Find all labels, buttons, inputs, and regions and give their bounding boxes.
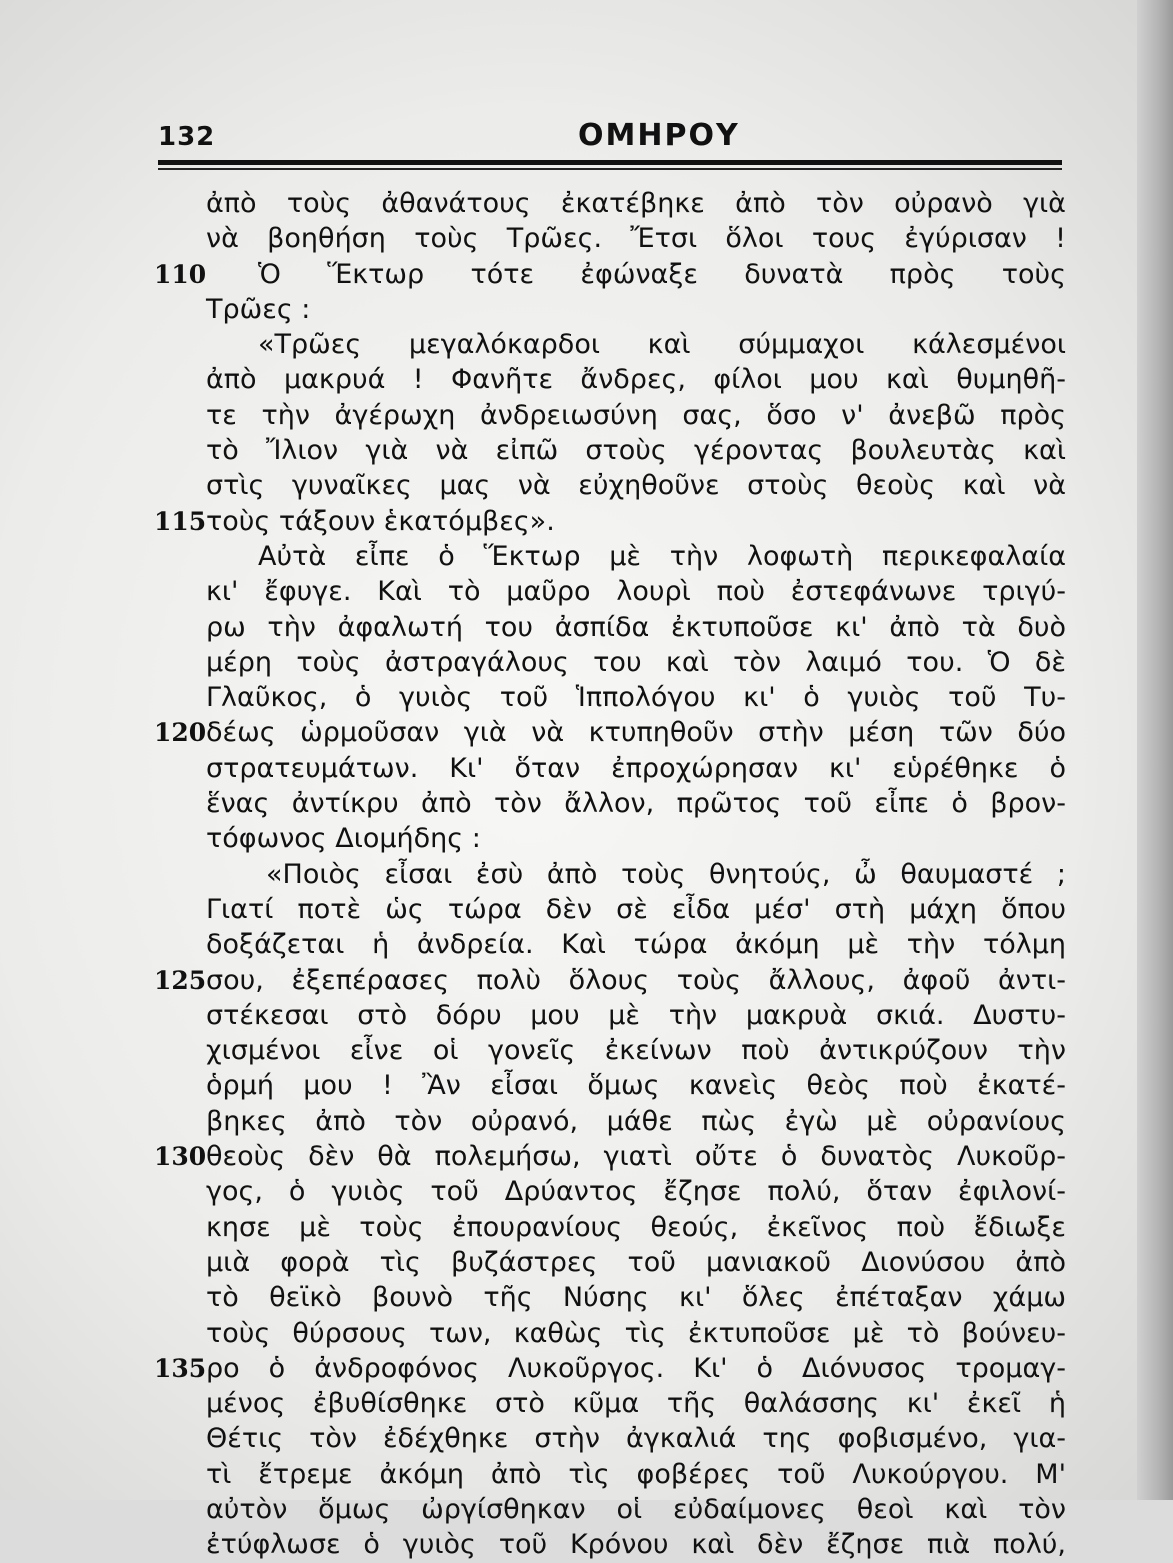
line-text: τὶ ἔτρεμε ἀκόμη ἀπὸ τὶς φοβέρες τοῦ Λυκούργου. Μ' (206, 1458, 1066, 1490)
header-rule (158, 160, 1062, 165)
text-line (206, 892, 1066, 927)
line-text: τοὺς θύρσους των, καθὼς τὶς ἐκτυποῦσε μὲ τὸ βούνευ- (206, 1317, 1066, 1349)
text-line (206, 468, 1066, 503)
text-line (206, 927, 1066, 962)
text-line (206, 327, 1066, 362)
line-text: Αὐτὰ εἶπε ὁ Ἕκτωρ μὲ τὴν λοφωτὴ περικεφαλαία (258, 540, 1066, 572)
line-text: ρω τὴν ἀφαλωτή του ἀσπίδα ἐκτυποῦσε κι' ἀπὸ τὰ δυὸ (206, 611, 1066, 643)
text-line (206, 292, 1066, 327)
line-text: «Τρῶες μεγαλόκαρδοι καὶ σύμμαχοι κάλεσμένοι (258, 329, 1066, 361)
line-text: τόφωνος Διομήδης : (206, 823, 481, 855)
line-text: τε τὴν ἀγέρωχη ἀνδρειωσύνη σας, ὅσο ν' ἀνεβῶ πρὸς (206, 399, 1066, 431)
text-line (206, 998, 1066, 1033)
text-line (206, 610, 1066, 645)
line-number: 120 (154, 718, 207, 748)
line-text: μέρη τοὺς ἀστραγάλους του καὶ τὸν λαιμό του. Ὁ δὲ (206, 646, 1066, 678)
line-text: Τρῶες : (206, 293, 311, 325)
text-line (206, 1245, 1066, 1280)
text-line (206, 539, 1066, 574)
body-text (154, 186, 1066, 1563)
line-text: μιὰ φορὰ τὶς βυζάστρες τοῦ μανιακοῦ Διονύσου ἀπὸ (206, 1246, 1066, 1278)
text-line (206, 1527, 1066, 1562)
line-text: δέως ὡρμοῦσαν γιὰ νὰ κτυπηθοῦν στὴν μέση τῶν δύο (206, 717, 1066, 749)
line-text: Ὁ Ἕκτωρ τότε ἐφώναξε δυνατὰ πρὸς τοὺς (258, 258, 1066, 290)
line-number: 125 (154, 965, 207, 995)
line-text: ὁρμή μου ! Ἂν εἶσαι ὅμως κανεὶς θεὸς ποὺ ἐκατέ- (206, 1070, 1066, 1102)
line-number: 135 (154, 1353, 207, 1383)
line-number: 110 (154, 259, 207, 289)
line-text: στρατευμάτων. Κι' ὅταν ἐπροχώρησαν κι' εὑρέθηκε ὁ (206, 752, 1066, 784)
text-line (206, 1033, 1066, 1068)
text-line (206, 857, 1066, 892)
text-line (206, 1386, 1066, 1421)
text-line (206, 645, 1066, 680)
text-line (154, 1351, 1066, 1386)
line-text: στέκεσαι στὸ δόρυ μου μὲ τὴν μακρυὰ σκιά. Δυστυ- (206, 999, 1066, 1031)
text-line (206, 221, 1066, 256)
line-text: σου, ἐξεπέρασες πολὺ ὅλους τοὺς ἄλλους, ἀφοῦ ἀντι- (206, 964, 1066, 996)
line-text: ρο ὁ ἀνδροφόνος Λυκοῦργος. Κι' ὁ Διόνυσος τρομαγ- (206, 1352, 1066, 1384)
text-line (154, 504, 1066, 539)
page-header (158, 118, 1066, 162)
line-text: κι' ἔφυγε. Καὶ τὸ μαῦρο λουρὶ ποὺ ἐστεφάνωνε τριγύ- (206, 576, 1066, 608)
text-line (206, 1280, 1066, 1315)
line-text: ἐτύφλωσε ὁ γυιὸς τοῦ Κρόνου καὶ δὲν ἔζησε πιὰ πολύ, (206, 1529, 1066, 1561)
line-text: βηκες ἀπὸ τὸν οὐρανό, μάθε πὼς ἐγὼ μὲ οὐρανίους (206, 1105, 1066, 1137)
line-text: Γλαῦκος, ὁ γυιὸς τοῦ Ἱππολόγου κι' ὁ γυιὸς τοῦ Τυ- (206, 682, 1066, 714)
line-text: αὐτὸν ὅμως ὠργίσθηκαν οἱ εὐδαίμονες θεοὶ καὶ τὸν (206, 1493, 1066, 1525)
text-line (206, 1174, 1066, 1209)
text-line (154, 715, 1066, 750)
line-number: 130 (154, 1142, 207, 1172)
header-rule-thin (158, 168, 1062, 170)
text-line (206, 1210, 1066, 1245)
line-text: τὸ θεϊκὸ βουνὸ τῆς Νύσης κι' ὅλες ἐπέταξαν χάμω (206, 1282, 1066, 1314)
text-line (206, 680, 1066, 715)
line-text: δοξάζεται ἡ ἀνδρεία. Καὶ τώρα ἀκόμη μὲ τὴν τόλμη (206, 929, 1066, 961)
text-line (206, 1492, 1066, 1527)
text-line (154, 1139, 1066, 1174)
text-line (154, 963, 1066, 998)
text-line (206, 1068, 1066, 1103)
line-text: θεοὺς δὲν θὰ πολεμήσω, γιατὶ οὔτε ὁ δυνατὸς Λυκοῦρ- (206, 1141, 1066, 1173)
text-line (206, 1457, 1066, 1492)
text-line (206, 574, 1066, 609)
text-line (206, 1104, 1066, 1139)
text-line (154, 257, 1066, 292)
text-line (206, 821, 1066, 856)
text-line (206, 751, 1066, 786)
line-text: Θέτις τὸν ἐδέχθηκε στὴν ἀγκαλιά της φοβισμένο, για- (206, 1423, 1066, 1455)
line-text: Γιατί ποτὲ ὡς τώρα δὲν σὲ εἶδα μέσ' στὴ μάχη ὅπου (206, 893, 1066, 925)
line-text: νὰ βοηθήση τοὺς Τρῶες. Ἔτσι ὅλοι τους ἐγύρισαν ! (206, 223, 1066, 255)
line-text: στὶς γυναῖκες μας νὰ εὐχηθοῦνε στοὺς θεοὺς καὶ νὰ (206, 470, 1066, 502)
text-line (206, 186, 1066, 221)
book-spine-shadow (1137, 0, 1173, 1500)
text-line (206, 362, 1066, 397)
text-line (206, 1316, 1066, 1351)
text-line (206, 1421, 1066, 1456)
text-line (206, 433, 1066, 468)
line-text: γος, ὁ γυιὸς τοῦ Δρύαντος ἔζησε πολύ, ὅταν ἐφιλονί- (206, 1176, 1066, 1208)
line-text: «Ποιὸς εἶσαι ἐσὺ ἀπὸ τοὺς θνητούς, ὦ θαυμαστέ ; (266, 858, 1066, 890)
line-text: χισμένοι εἶνε οἱ γονεῖς ἐκείνων ποὺ ἀντικρύζουν τὴν (206, 1035, 1066, 1067)
line-text: κησε μὲ τοὺς ἐπουρανίους θεούς, ἐκεῖνος ποὺ ἔδιωξε (206, 1211, 1066, 1243)
line-text: ἀπὸ μακρυά ! Φανῆτε ἄνδρες, φίλοι μου καὶ θυμηθῆ- (206, 364, 1066, 396)
line-text: ἀπὸ τοὺς ἀθανάτους ἐκατέβηκε ἀπὸ τὸν οὐρανὸ γιὰ (206, 188, 1066, 219)
line-text: τὸ Ἴλιον γιὰ νὰ εἰπῶ στοὺς γέροντας βουλευτὰς καὶ (206, 435, 1066, 467)
line-text: τοὺς τάξουν ἑκατόμβες». (206, 505, 555, 537)
text-line (206, 786, 1066, 821)
line-number: 115 (154, 506, 207, 536)
page-number: 132 (158, 122, 216, 152)
text-line (206, 398, 1066, 433)
line-text: μένος ἐβυθίσθηκε στὸ κῦμα τῆς θαλάσσης κι' ἐκεῖ ἡ (206, 1388, 1066, 1420)
line-text: ἕνας ἀντίκρυ ἀπὸ τὸν ἄλλον, πρῶτος τοῦ εἶπε ὁ βρον- (206, 788, 1066, 820)
running-title: ΟΜΗΡΟΥ (578, 118, 740, 153)
